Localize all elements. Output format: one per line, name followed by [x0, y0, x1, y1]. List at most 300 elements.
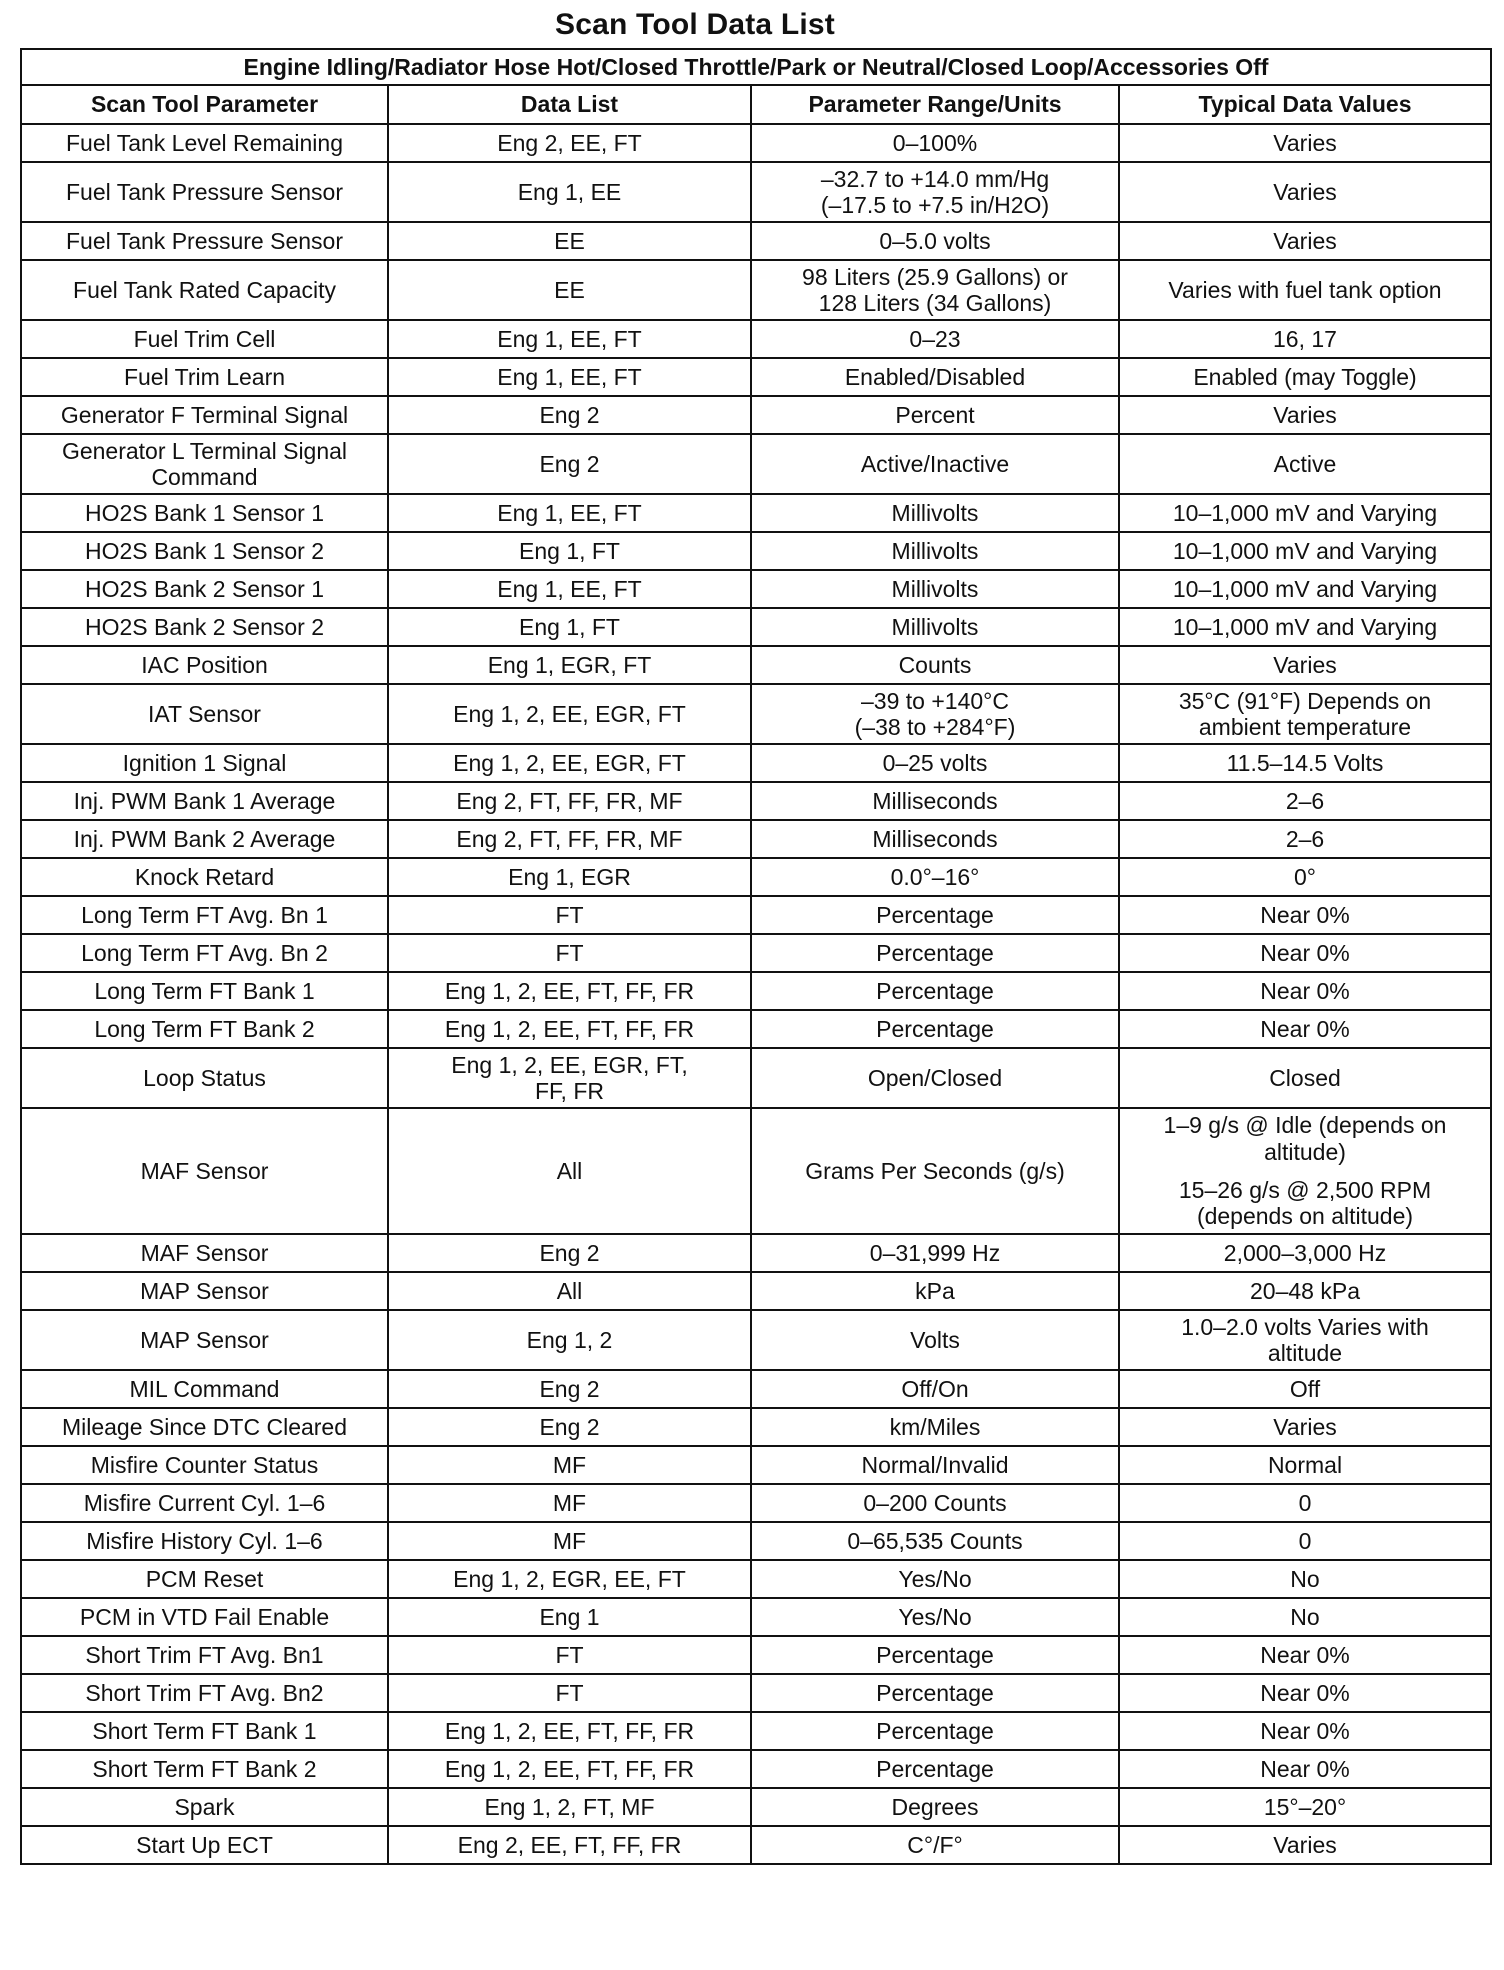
cell-text-line: Eng 1, 2, EE, FT, FF, FR — [444, 977, 695, 1004]
range-units-cell — [751, 608, 1119, 646]
cell-text-line: Fuel Trim Learn — [123, 363, 286, 390]
parameter-cell — [21, 1750, 388, 1788]
data-list-cell — [388, 1674, 751, 1712]
parameter-cell — [21, 1408, 388, 1446]
typical-value-cell — [1119, 896, 1491, 934]
cell-text-line: Eng 1, 2, EGR, EE, FT — [453, 1565, 686, 1592]
cell-text-line: Eng 1, EE, FT — [497, 575, 642, 602]
range-units-cell — [751, 532, 1119, 570]
parameter-cell — [21, 532, 388, 570]
cell-text-line: 1.0–2.0 volts Varies with — [1181, 1313, 1429, 1340]
data-list-cell — [388, 396, 751, 434]
scan-tool-data-table — [20, 48, 1492, 1865]
cell-text-line: 1–9 g/s @ Idle (depends on — [1163, 1112, 1447, 1139]
parameter-cell — [21, 1560, 388, 1598]
table-row — [21, 1674, 1491, 1712]
cell-text-line: HO2S Bank 1 Sensor 2 — [84, 537, 325, 564]
cell-text-line: MAP Sensor — [140, 1326, 269, 1353]
column-header-parameter: Scan Tool Parameter — [21, 85, 388, 124]
cell-text-line: Percentage — [876, 977, 994, 1004]
data-list-cell — [388, 1272, 751, 1310]
data-list-cell — [388, 1560, 751, 1598]
typical-value-cell — [1119, 1234, 1491, 1272]
data-list-cell — [388, 608, 751, 646]
parameter-cell — [21, 1674, 388, 1712]
table-row — [21, 162, 1491, 222]
range-units-cell — [751, 1560, 1119, 1598]
cell-text-line: Enabled/Disabled — [844, 363, 1026, 390]
parameter-cell — [21, 162, 388, 222]
typical-value-cell — [1119, 934, 1491, 972]
cell-text-line: Off/On — [901, 1375, 969, 1402]
table-row — [21, 396, 1491, 434]
cell-text-line: Eng 2, EE, FT — [497, 129, 642, 156]
cell-text-line: PCM in VTD Fail Enable — [79, 1603, 330, 1630]
range-units-cell — [751, 1370, 1119, 1408]
range-units-cell — [751, 820, 1119, 858]
column-header-data-list: Data List — [388, 85, 751, 124]
cell-text-line: 0 — [1298, 1527, 1312, 1554]
parameter-cell — [21, 1826, 388, 1864]
parameter-cell — [21, 396, 388, 434]
cell-text-line: Inj. PWM Bank 2 Average — [73, 825, 336, 852]
cell-text-line: Near 0% — [1260, 1717, 1350, 1744]
typical-value-cell — [1119, 494, 1491, 532]
cell-text-line: Millivolts — [891, 537, 979, 564]
typical-value-cell — [1119, 1560, 1491, 1598]
data-list-cell — [388, 934, 751, 972]
data-list-cell — [388, 1788, 751, 1826]
cell-text-line: Varies — [1273, 651, 1337, 678]
table-row — [21, 1522, 1491, 1560]
typical-value-cell — [1119, 1674, 1491, 1712]
cell-text-line: Spark — [174, 1793, 235, 1820]
cell-text-line: Fuel Tank Pressure Sensor — [66, 227, 343, 254]
typical-value-cell — [1119, 1484, 1491, 1522]
parameter-cell — [21, 1522, 388, 1560]
cell-text-line: 0–5.0 volts — [879, 227, 991, 254]
range-units-cell — [751, 320, 1119, 358]
cell-text-line: Varies with fuel tank option — [1168, 276, 1442, 303]
cell-text-line: Varies — [1273, 401, 1337, 428]
cell-text-line: Long Term FT Bank 2 — [94, 1015, 315, 1042]
data-list-cell — [388, 1310, 751, 1370]
cell-text-line: Eng 1, 2 — [526, 1326, 613, 1353]
range-units-cell — [751, 1446, 1119, 1484]
typical-value-paragraph — [1126, 1112, 1484, 1165]
cell-text-line: Eng 1, 2, EE, FT, FF, FR — [444, 1015, 695, 1042]
parameter-cell — [21, 684, 388, 744]
data-list-cell — [388, 1010, 751, 1048]
table-row — [21, 972, 1491, 1010]
cell-text-line: Inj. PWM Bank 1 Average — [73, 787, 336, 814]
cell-text-line: Eng 1, 2, FT, MF — [484, 1793, 655, 1820]
parameter-cell — [21, 570, 388, 608]
cell-text-line: 98 Liters (25.9 Gallons) or — [802, 263, 1068, 290]
typical-value-cell — [1119, 162, 1491, 222]
typical-value-cell — [1119, 1636, 1491, 1674]
cell-text-line: 128 Liters (34 Gallons) — [818, 290, 1052, 316]
parameter-cell — [21, 972, 388, 1010]
cell-text-line: 20–48 kPa — [1250, 1277, 1360, 1304]
cell-text-line: altitude — [1267, 1340, 1343, 1366]
cell-text-line: 2–6 — [1285, 825, 1325, 852]
cell-text-line: Eng 1, EE, FT — [497, 363, 642, 390]
typical-value-cell — [1119, 1370, 1491, 1408]
table-row — [21, 570, 1491, 608]
typical-value-cell — [1119, 1010, 1491, 1048]
data-list-cell — [388, 532, 751, 570]
cell-text-line: IAC Position — [141, 651, 268, 678]
cell-text-line: Milliseconds — [872, 787, 998, 814]
cell-text-line: (–38 to +284°F) — [854, 714, 1016, 740]
cell-text-line: Millivolts — [891, 613, 979, 640]
cell-text-line: Start Up ECT — [136, 1831, 273, 1858]
table-row — [21, 260, 1491, 320]
typical-value-cell — [1119, 858, 1491, 896]
cell-text-line: Percentage — [876, 1717, 994, 1744]
cell-text-line: 10–1,000 mV and Varying — [1172, 537, 1438, 564]
typical-value-cell — [1119, 1310, 1491, 1370]
cell-text-line: Grams Per Seconds (g/s) — [805, 1157, 1065, 1184]
range-units-cell — [751, 260, 1119, 320]
cell-text-line: (depends on altitude) — [1196, 1203, 1414, 1230]
data-list-cell — [388, 260, 751, 320]
cell-text-line: No — [1290, 1603, 1320, 1630]
cell-text-line: EE — [554, 276, 585, 303]
data-list-cell — [388, 1234, 751, 1272]
cell-text-line: Open/Closed — [867, 1064, 1003, 1091]
range-units-cell — [751, 1408, 1119, 1446]
data-list-cell — [388, 858, 751, 896]
typical-value-cell — [1119, 1788, 1491, 1826]
data-list-cell — [388, 1636, 751, 1674]
cell-text-line: 10–1,000 mV and Varying — [1172, 575, 1438, 602]
cell-text-line: 35°C (91°F) Depends on — [1178, 687, 1432, 714]
parameter-cell — [21, 1272, 388, 1310]
cell-text-line: Long Term FT Avg. Bn 1 — [81, 901, 328, 928]
cell-text-line: 2,000–3,000 Hz — [1223, 1239, 1387, 1266]
parameter-cell — [21, 858, 388, 896]
typical-value-cell — [1119, 1108, 1491, 1234]
table-row — [21, 608, 1491, 646]
cell-text-line: 0–23 — [909, 325, 961, 352]
table-row — [21, 782, 1491, 820]
data-list-cell — [388, 1522, 751, 1560]
cell-text-line: 11.5–14.5 Volts — [1226, 749, 1384, 776]
parameter-cell — [21, 1010, 388, 1048]
cell-text-line: Eng 1, EGR — [508, 863, 631, 890]
cell-text-line: All — [556, 1157, 583, 1184]
cell-text-line: Eng 2, EE, FT, FF, FR — [457, 1831, 682, 1858]
cell-text-line: Normal — [1267, 1451, 1343, 1478]
cell-text-line: Near 0% — [1260, 977, 1350, 1004]
range-units-cell — [751, 1272, 1119, 1310]
parameter-cell — [21, 320, 388, 358]
parameter-cell — [21, 820, 388, 858]
cell-text-line: Percentage — [876, 939, 994, 966]
table-row — [21, 1108, 1491, 1234]
range-units-cell — [751, 570, 1119, 608]
parameter-cell — [21, 934, 388, 972]
range-units-cell — [751, 124, 1119, 162]
table-row — [21, 744, 1491, 782]
range-units-cell — [751, 744, 1119, 782]
cell-text-line: Active — [1273, 450, 1337, 477]
cell-text-line: Volts — [910, 1326, 960, 1353]
cell-text-line: Near 0% — [1260, 1641, 1350, 1668]
parameter-cell — [21, 358, 388, 396]
range-units-cell — [751, 222, 1119, 260]
cell-text-line: Eng 1, 2, EE, EGR, FT, — [451, 1051, 688, 1078]
cell-text-line: Ignition 1 Signal — [122, 749, 287, 776]
table-row — [21, 820, 1491, 858]
table-row — [21, 124, 1491, 162]
cell-text-line: –32.7 to +14.0 mm/Hg — [820, 165, 1050, 192]
cell-text-line: Normal/Invalid — [861, 1451, 1009, 1478]
cell-text-line: 15°–20° — [1263, 1793, 1347, 1820]
cell-text-line: ambient temperature — [1198, 714, 1412, 740]
cell-text-line: Percentage — [876, 1015, 994, 1042]
cell-text-line: Long Term FT Avg. Bn 2 — [81, 939, 328, 966]
cell-text-line: Eng 2, FT, FF, FR, MF — [456, 787, 683, 814]
cell-text-line: HO2S Bank 1 Sensor 1 — [84, 499, 325, 526]
cell-text-line: Eng 1, EE — [517, 178, 622, 205]
cell-text-line: Eng 2 — [539, 1239, 600, 1266]
column-header-range-units: Parameter Range/Units — [751, 85, 1119, 124]
cell-text-line: Near 0% — [1260, 1679, 1350, 1706]
range-units-cell — [751, 1010, 1119, 1048]
typical-value-cell — [1119, 124, 1491, 162]
cell-text-line: EE — [554, 227, 585, 254]
range-units-cell — [751, 162, 1119, 222]
cell-text-line: All — [556, 1277, 583, 1304]
parameter-cell — [21, 1636, 388, 1674]
cell-text-line: Percentage — [876, 1641, 994, 1668]
cell-text-line: Eng 2 — [539, 1413, 600, 1440]
cell-text-line: Varies — [1273, 227, 1337, 254]
table-row — [21, 1010, 1491, 1048]
cell-text-line: C°/F° — [907, 1831, 963, 1858]
cell-text-line: 0–25 volts — [882, 749, 988, 776]
cell-text-line: Fuel Trim Cell — [133, 325, 276, 352]
data-list-cell — [388, 782, 751, 820]
range-units-cell — [751, 934, 1119, 972]
data-list-cell — [388, 1446, 751, 1484]
cell-text-line: FT — [555, 901, 584, 928]
cell-text-line: 0–31,999 Hz — [869, 1239, 1001, 1266]
cell-text-line: 10–1,000 mV and Varying — [1172, 613, 1438, 640]
cell-text-line: Eng 1, EE, FT — [497, 499, 642, 526]
cell-text-line: Degrees — [891, 1793, 979, 1820]
table-row — [21, 934, 1491, 972]
typical-value-cell — [1119, 396, 1491, 434]
data-list-cell — [388, 570, 751, 608]
cell-text-line: Short Trim FT Avg. Bn2 — [85, 1679, 324, 1706]
range-units-cell — [751, 1712, 1119, 1750]
data-list-cell — [388, 972, 751, 1010]
range-units-cell — [751, 1750, 1119, 1788]
cell-text-line: Percent — [895, 401, 975, 428]
typical-value-cell — [1119, 434, 1491, 494]
table-row — [21, 1750, 1491, 1788]
parameter-cell — [21, 1048, 388, 1108]
table-row — [21, 1272, 1491, 1310]
table-row — [21, 1560, 1491, 1598]
typical-value-paragraph — [1126, 1177, 1484, 1230]
typical-value-cell — [1119, 358, 1491, 396]
cell-text-line: Fuel Tank Level Remaining — [65, 129, 343, 156]
cell-text-line: FF, FR — [535, 1078, 604, 1104]
parameter-cell — [21, 1788, 388, 1826]
cell-text-line: 0° — [1294, 863, 1316, 890]
table-row — [21, 1636, 1491, 1674]
cell-text-line: Varies — [1273, 178, 1337, 205]
cell-text-line: Varies — [1273, 1831, 1337, 1858]
cell-text-line: Misfire Current Cyl. 1–6 — [83, 1489, 326, 1516]
cell-text-line: Short Trim FT Avg. Bn1 — [85, 1641, 324, 1668]
typical-value-cell — [1119, 972, 1491, 1010]
range-units-cell — [751, 1598, 1119, 1636]
cell-text-line: Mileage Since DTC Cleared — [61, 1413, 348, 1440]
typical-value-cell — [1119, 1408, 1491, 1446]
cell-text-line: 16, 17 — [1273, 325, 1337, 352]
cell-text-line: FT — [555, 939, 584, 966]
cell-text-line: Milliseconds — [872, 825, 998, 852]
cell-text-line: Varies — [1273, 1413, 1337, 1440]
range-units-cell — [751, 1636, 1119, 1674]
cell-text-line: 0–65,535 Counts — [847, 1527, 1023, 1554]
cell-text-line: MIL Command — [129, 1375, 280, 1402]
cell-text-line: Short Term FT Bank 2 — [92, 1755, 317, 1782]
typical-value-cell — [1119, 608, 1491, 646]
data-list-cell — [388, 320, 751, 358]
table-body — [21, 124, 1491, 1864]
data-list-cell — [388, 1598, 751, 1636]
table-row — [21, 1310, 1491, 1370]
data-list-cell — [388, 494, 751, 532]
data-list-cell — [388, 1750, 751, 1788]
range-units-cell — [751, 396, 1119, 434]
typical-value-cell — [1119, 1272, 1491, 1310]
parameter-cell — [21, 1484, 388, 1522]
parameter-cell — [21, 744, 388, 782]
parameter-cell — [21, 608, 388, 646]
cell-text-line: Generator L Terminal Signal — [61, 437, 348, 464]
column-header-typical-values: Typical Data Values — [1119, 85, 1491, 124]
typical-value-cell — [1119, 320, 1491, 358]
cell-text-line: Fuel Tank Pressure Sensor — [66, 178, 343, 205]
cell-text-line: IAT Sensor — [148, 700, 261, 727]
cell-text-line: Loop Status — [143, 1064, 266, 1091]
table-row — [21, 532, 1491, 570]
cell-text-line: Short Term FT Bank 1 — [92, 1717, 317, 1744]
data-list-cell — [388, 646, 751, 684]
cell-text-line: Near 0% — [1260, 939, 1350, 966]
cell-text-line: Near 0% — [1260, 901, 1350, 928]
range-units-cell — [751, 1048, 1119, 1108]
cell-text-line: MAF Sensor — [140, 1239, 269, 1266]
range-units-cell — [751, 434, 1119, 494]
cell-text-line: Eng 1, FT — [519, 613, 620, 640]
data-list-cell — [388, 820, 751, 858]
cell-text-line: Eng 2 — [539, 450, 600, 477]
table-row — [21, 646, 1491, 684]
parameter-cell — [21, 1234, 388, 1272]
cell-text-line: Near 0% — [1260, 1755, 1350, 1782]
cell-text-line: Off — [1289, 1375, 1321, 1402]
data-list-cell — [388, 434, 751, 494]
range-units-cell — [751, 684, 1119, 744]
parameter-cell — [21, 1108, 388, 1234]
cell-text-line: Knock Retard — [134, 863, 275, 890]
parameter-cell — [21, 434, 388, 494]
cell-text-line: No — [1290, 1565, 1320, 1592]
cell-text-line: kPa — [915, 1277, 955, 1304]
cell-text-line: Eng 1, 2, EE, FT, FF, FR — [444, 1717, 695, 1744]
cell-text-line: altitude) — [1264, 1138, 1346, 1165]
table-row — [21, 1446, 1491, 1484]
typical-value-cell — [1119, 1712, 1491, 1750]
typical-value-cell — [1119, 260, 1491, 320]
cell-text-line: Millivolts — [891, 575, 979, 602]
parameter-cell — [21, 222, 388, 260]
range-units-cell — [751, 358, 1119, 396]
cell-text-line: Near 0% — [1260, 1015, 1350, 1042]
parameter-cell — [21, 124, 388, 162]
cell-text-line: Eng 1, 2, EE, FT, FF, FR — [444, 1755, 695, 1782]
cell-text-line: Eng 1, EGR, FT — [487, 651, 652, 678]
cell-text-line: PCM Reset — [145, 1565, 264, 1592]
typical-value-cell — [1119, 684, 1491, 744]
table-row — [21, 358, 1491, 396]
table-row — [21, 1234, 1491, 1272]
range-units-cell — [751, 1826, 1119, 1864]
cell-text-line: Long Term FT Bank 1 — [94, 977, 315, 1004]
data-list-cell — [388, 1408, 751, 1446]
range-units-cell — [751, 858, 1119, 896]
page-title: Scan Tool Data List — [555, 8, 835, 41]
table-row — [21, 434, 1491, 494]
parameter-cell — [21, 896, 388, 934]
cell-text-line: Yes/No — [898, 1603, 972, 1630]
data-list-cell — [388, 684, 751, 744]
table-row — [21, 1048, 1491, 1108]
table-row — [21, 1788, 1491, 1826]
table-condition-header: Engine Idling/Radiator Hose Hot/Closed Throttle/Park or Neutral/Closed Loop/Accessories Off — [21, 49, 1491, 85]
table-row — [21, 1712, 1491, 1750]
data-list-cell — [388, 124, 751, 162]
cell-text-line: Varies — [1273, 129, 1337, 156]
data-list-cell — [388, 744, 751, 782]
typical-value-cell — [1119, 1048, 1491, 1108]
range-units-cell — [751, 896, 1119, 934]
table-row — [21, 494, 1491, 532]
cell-text-line: MF — [552, 1527, 587, 1554]
cell-text-line: Eng 2 — [539, 1375, 600, 1402]
cell-text-line: 0.0°–16° — [890, 863, 980, 890]
cell-text-line: 10–1,000 mV and Varying — [1172, 499, 1438, 526]
parameter-cell — [21, 646, 388, 684]
cell-text-line: 0–200 Counts — [863, 1489, 1007, 1516]
cell-text-line: Counts — [898, 651, 972, 678]
cell-text-line: Eng 2 — [539, 401, 600, 428]
cell-text-line: 0–100% — [892, 129, 978, 156]
cell-text-line: Misfire History Cyl. 1–6 — [86, 1527, 323, 1554]
typical-value-cell — [1119, 820, 1491, 858]
cell-text-line: Millivolts — [891, 499, 979, 526]
cell-text-line: MAF Sensor — [140, 1157, 269, 1184]
